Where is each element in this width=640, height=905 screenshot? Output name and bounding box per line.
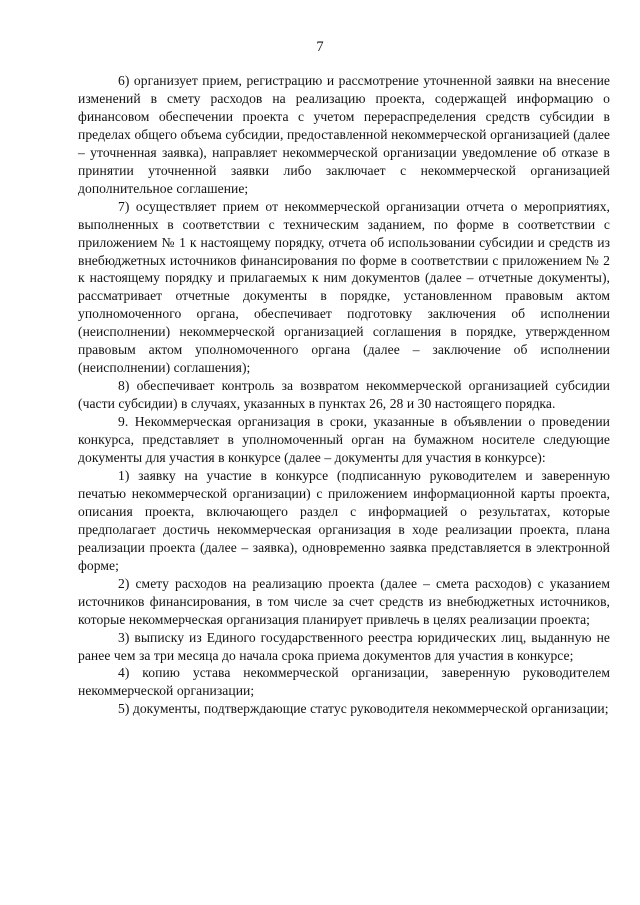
paragraph-doc-3: 3) выписку из Единого государственного реестра юридических лиц, выданную не ранее чем за три месяца до начала срока приема документов для участия в конкурсе; [78, 629, 610, 663]
paragraph-item-8: 8) обеспечивает контроль за возвратом некоммерческой организацией субсидии (части субсидии) в случаях, указанных в пунктах 26, 28 и 30 настоящего порядка. [78, 378, 610, 412]
paragraph-item-7: 7) осуществляет прием от некоммерческой организации отчета о мероприятиях, выполненных в соответствии с техническим заданием, по форме в соответствии с приложением № 1 к настоящему порядку, отчета об использовании субсидии и средств из внебюджетных источников финансирования по форме в соответствии с приложением № 2 к настоящему порядку и прилагаемых к ним документов (далее – отчетные документы), рассматривает отчетные документы в порядке, установленном правовым актом уполномоченного органа, обеспечивает подготовку заключения об исполнении (неисполнении) некоммерческой организацией соглашения в порядке, утвержденном правовым актом уполномоченного органа (далее – заключение об исполнении (неисполнении) соглашения); [78, 198, 610, 376]
paragraph-section-9: 9. Некоммерческая организация в сроки, указанные в объявлении о проведении конкурса, представляет в уполномоченный орган на бумажном носителе следующие документы для участия в конкурсе (далее – документы для участия в конкурсе): [78, 414, 610, 466]
page-number: 7 [316, 39, 324, 55]
paragraph-doc-2: 2) смету расходов на реализацию проекта (далее – смета расходов) с указанием источников финансирования, в том числе за счет средств из внебюджетных источников, которые некоммерческая организация планирует привлечь в целях реализации проекта; [78, 575, 610, 627]
paragraph-doc-1: 1) заявку на участие в конкурсе (подписанную руководителем и заверенную печатью некоммерческой организации) с приложением информационной карты проекта, описания проекта, включающего раздел с информацией о результатах, которые предполагает достичь некоммерческая организация в ходе реализации проекта, плана реализации проекта (далее – заявка), одновременно заявка представляется в электронной форме; [78, 467, 610, 573]
document-body [78, 72, 610, 718]
paragraph-doc-4: 4) копию устава некоммерческой организации, заверенную руководителем некоммерческой организации; [78, 665, 610, 699]
paragraph-doc-5: 5) документы, подтверждающие статус руководителя некоммерческой организации; [118, 701, 609, 717]
paragraph-item-6: 6) организует прием, регистрацию и рассмотрение уточненной заявки на внесение изменений в смету расходов на реализацию проекта, содержащей информацию о финансовом обеспечении проекта с учетом перераспределения средств субсидии в пределах общего объема субсидии, предоставленной некоммерческой организацией (далее – уточненная заявка), направляет некоммерческой организации уведомление об отказе в принятии уточненной заявки либо заключает с некоммерческой организацией дополнительное соглашение; [78, 73, 610, 196]
